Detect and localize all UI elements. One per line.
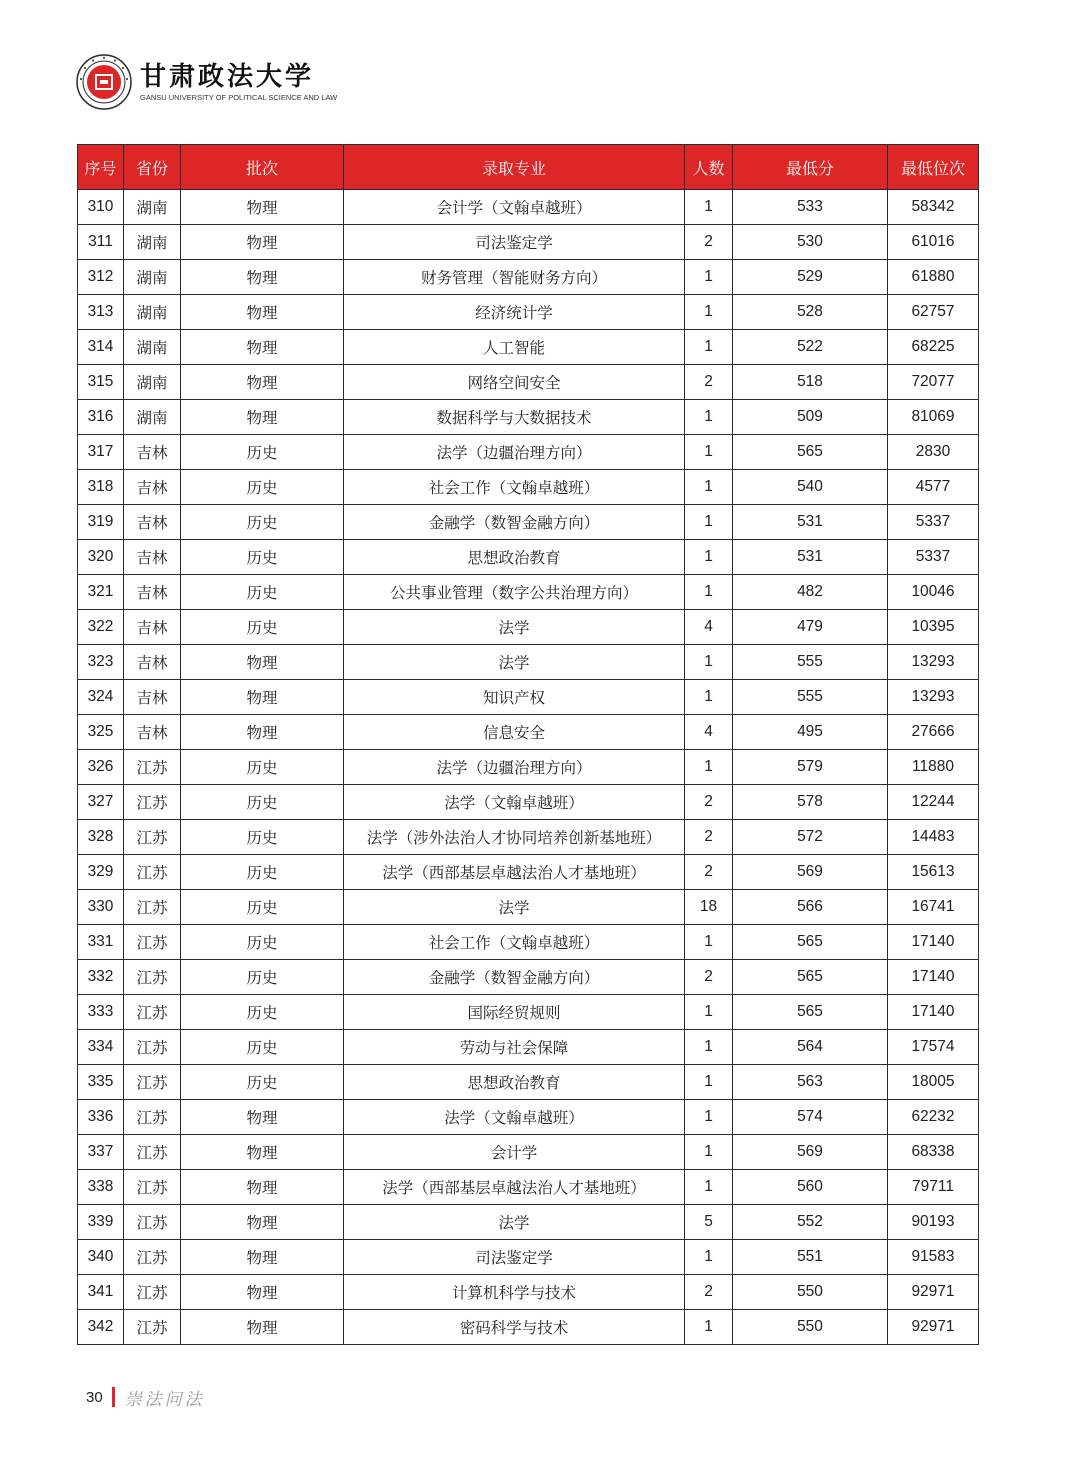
cell-province: 江苏 bbox=[124, 1310, 181, 1345]
cell-province: 江苏 bbox=[124, 1135, 181, 1170]
cell-seq: 324 bbox=[78, 680, 124, 715]
cell-count: 1 bbox=[685, 1310, 733, 1345]
cell-province: 湖南 bbox=[124, 365, 181, 400]
cell-min-rank: 72077 bbox=[888, 365, 979, 400]
cell-major: 计算机科学与技术 bbox=[344, 1275, 685, 1310]
cell-min-rank: 11880 bbox=[888, 750, 979, 785]
table-row bbox=[78, 1170, 979, 1205]
cell-min-rank: 62232 bbox=[888, 1100, 979, 1135]
table-row bbox=[78, 505, 979, 540]
cell-min-score: 531 bbox=[733, 505, 888, 540]
cell-min-rank: 18005 bbox=[888, 1065, 979, 1100]
cell-count: 1 bbox=[685, 470, 733, 505]
cell-seq: 329 bbox=[78, 855, 124, 890]
cell-seq: 312 bbox=[78, 260, 124, 295]
cell-batch: 物理 bbox=[181, 1135, 344, 1170]
cell-province: 江苏 bbox=[124, 890, 181, 925]
cell-batch: 物理 bbox=[181, 365, 344, 400]
cell-min-rank: 68338 bbox=[888, 1135, 979, 1170]
cell-major: 经济统计学 bbox=[344, 295, 685, 330]
cell-province: 湖南 bbox=[124, 295, 181, 330]
cell-batch: 物理 bbox=[181, 1170, 344, 1205]
cell-seq: 333 bbox=[78, 995, 124, 1030]
cell-count: 1 bbox=[685, 540, 733, 575]
cell-count: 1 bbox=[685, 1135, 733, 1170]
cell-seq: 326 bbox=[78, 750, 124, 785]
table-row bbox=[78, 1065, 979, 1100]
table-row bbox=[78, 225, 979, 260]
cell-batch: 物理 bbox=[181, 295, 344, 330]
cell-seq: 340 bbox=[78, 1240, 124, 1275]
cell-min-rank: 17574 bbox=[888, 1030, 979, 1065]
cell-min-score: 509 bbox=[733, 400, 888, 435]
cell-min-score: 560 bbox=[733, 1170, 888, 1205]
cell-min-score: 569 bbox=[733, 855, 888, 890]
cell-count: 1 bbox=[685, 1065, 733, 1100]
page-header bbox=[76, 52, 337, 112]
table-header-row bbox=[78, 145, 979, 190]
cell-seq: 315 bbox=[78, 365, 124, 400]
page-number: 30 bbox=[86, 1388, 103, 1406]
cell-major: 财务管理（智能财务方向） bbox=[344, 260, 685, 295]
cell-count: 2 bbox=[685, 785, 733, 820]
table-row bbox=[78, 610, 979, 645]
cell-min-score: 574 bbox=[733, 1100, 888, 1135]
cell-batch: 历史 bbox=[181, 820, 344, 855]
table-row bbox=[78, 1030, 979, 1065]
cell-major: 法学（涉外法治人才协同培养创新基地班） bbox=[344, 820, 685, 855]
table-row bbox=[78, 925, 979, 960]
cell-min-rank: 16741 bbox=[888, 890, 979, 925]
cell-seq: 342 bbox=[78, 1310, 124, 1345]
cell-major: 法学 bbox=[344, 1205, 685, 1240]
cell-batch: 历史 bbox=[181, 1065, 344, 1100]
cell-batch: 历史 bbox=[181, 750, 344, 785]
cell-count: 1 bbox=[685, 260, 733, 295]
cell-batch: 物理 bbox=[181, 400, 344, 435]
cell-min-rank: 10395 bbox=[888, 610, 979, 645]
cell-min-rank: 2830 bbox=[888, 435, 979, 470]
cell-province: 湖南 bbox=[124, 225, 181, 260]
cell-batch: 历史 bbox=[181, 610, 344, 645]
page-footer bbox=[86, 1384, 205, 1410]
cell-count: 2 bbox=[685, 960, 733, 995]
cell-seq: 322 bbox=[78, 610, 124, 645]
cell-count: 1 bbox=[685, 295, 733, 330]
cell-batch: 历史 bbox=[181, 470, 344, 505]
table-row bbox=[78, 400, 979, 435]
cell-province: 湖南 bbox=[124, 190, 181, 225]
cell-count: 18 bbox=[685, 890, 733, 925]
cell-count: 5 bbox=[685, 1205, 733, 1240]
cell-min-rank: 79711 bbox=[888, 1170, 979, 1205]
cell-province: 江苏 bbox=[124, 1170, 181, 1205]
university-seal-logo bbox=[76, 54, 132, 110]
cell-major: 思想政治教育 bbox=[344, 540, 685, 575]
cell-count: 4 bbox=[685, 715, 733, 750]
cell-seq: 313 bbox=[78, 295, 124, 330]
cell-province: 湖南 bbox=[124, 400, 181, 435]
cell-count: 1 bbox=[685, 575, 733, 610]
cell-min-score: 531 bbox=[733, 540, 888, 575]
cell-province: 江苏 bbox=[124, 925, 181, 960]
cell-count: 1 bbox=[685, 645, 733, 680]
cell-province: 吉林 bbox=[124, 505, 181, 540]
cell-major: 思想政治教育 bbox=[344, 1065, 685, 1100]
column-header-seq: 序号 bbox=[78, 145, 124, 190]
cell-min-rank: 17140 bbox=[888, 995, 979, 1030]
cell-province: 吉林 bbox=[124, 680, 181, 715]
cell-province: 江苏 bbox=[124, 820, 181, 855]
cell-seq: 319 bbox=[78, 505, 124, 540]
column-header-province: 省份 bbox=[124, 145, 181, 190]
cell-seq: 325 bbox=[78, 715, 124, 750]
table-row bbox=[78, 715, 979, 750]
cell-batch: 历史 bbox=[181, 785, 344, 820]
cell-major: 会计学 bbox=[344, 1135, 685, 1170]
cell-province: 吉林 bbox=[124, 715, 181, 750]
cell-batch: 物理 bbox=[181, 645, 344, 680]
cell-batch: 物理 bbox=[181, 1310, 344, 1345]
cell-major: 社会工作（文翰卓越班） bbox=[344, 925, 685, 960]
cell-min-rank: 61880 bbox=[888, 260, 979, 295]
cell-min-score: 479 bbox=[733, 610, 888, 645]
table-row bbox=[78, 785, 979, 820]
cell-min-score: 566 bbox=[733, 890, 888, 925]
cell-province: 吉林 bbox=[124, 645, 181, 680]
cell-major: 法学 bbox=[344, 890, 685, 925]
cell-batch: 历史 bbox=[181, 540, 344, 575]
table-row bbox=[78, 750, 979, 785]
cell-seq: 330 bbox=[78, 890, 124, 925]
table-row bbox=[78, 890, 979, 925]
cell-min-score: 533 bbox=[733, 190, 888, 225]
cell-min-score: 550 bbox=[733, 1275, 888, 1310]
table-row bbox=[78, 1205, 979, 1240]
cell-batch: 物理 bbox=[181, 1275, 344, 1310]
cell-major: 数据科学与大数据技术 bbox=[344, 400, 685, 435]
cell-min-score: 563 bbox=[733, 1065, 888, 1100]
table-row bbox=[78, 645, 979, 680]
cell-min-rank: 13293 bbox=[888, 645, 979, 680]
cell-min-score: 565 bbox=[733, 435, 888, 470]
cell-batch: 历史 bbox=[181, 575, 344, 610]
table-row bbox=[78, 260, 979, 295]
cell-batch: 历史 bbox=[181, 925, 344, 960]
cell-min-score: 518 bbox=[733, 365, 888, 400]
cell-min-rank: 4577 bbox=[888, 470, 979, 505]
cell-province: 江苏 bbox=[124, 1275, 181, 1310]
cell-min-score: 540 bbox=[733, 470, 888, 505]
cell-province: 吉林 bbox=[124, 470, 181, 505]
cell-min-score: 551 bbox=[733, 1240, 888, 1275]
cell-major: 法学（边疆治理方向） bbox=[344, 435, 685, 470]
cell-seq: 314 bbox=[78, 330, 124, 365]
cell-min-rank: 68225 bbox=[888, 330, 979, 365]
cell-batch: 历史 bbox=[181, 435, 344, 470]
column-header-batch: 批次 bbox=[181, 145, 344, 190]
cell-min-score: 552 bbox=[733, 1205, 888, 1240]
cell-count: 1 bbox=[685, 750, 733, 785]
cell-batch: 物理 bbox=[181, 190, 344, 225]
cell-batch: 物理 bbox=[181, 225, 344, 260]
cell-min-rank: 92971 bbox=[888, 1275, 979, 1310]
cell-min-rank: 15613 bbox=[888, 855, 979, 890]
cell-count: 2 bbox=[685, 855, 733, 890]
cell-min-rank: 91583 bbox=[888, 1240, 979, 1275]
cell-min-score: 529 bbox=[733, 260, 888, 295]
cell-province: 吉林 bbox=[124, 540, 181, 575]
university-name: 甘肃政法大学 bbox=[140, 62, 315, 92]
cell-major: 司法鉴定学 bbox=[344, 1240, 685, 1275]
cell-batch: 物理 bbox=[181, 715, 344, 750]
cell-count: 1 bbox=[685, 505, 733, 540]
column-header-major: 录取专业 bbox=[344, 145, 685, 190]
cell-major: 法学（边疆治理方向） bbox=[344, 750, 685, 785]
cell-seq: 337 bbox=[78, 1135, 124, 1170]
cell-batch: 物理 bbox=[181, 260, 344, 295]
cell-province: 江苏 bbox=[124, 995, 181, 1030]
cell-count: 1 bbox=[685, 400, 733, 435]
university-name-en: GANSU UNIVERSITY OF POLITICAL SCIENCE AND LAW bbox=[140, 93, 338, 102]
cell-min-score: 565 bbox=[733, 960, 888, 995]
cell-min-rank: 17140 bbox=[888, 960, 979, 995]
cell-min-score: 569 bbox=[733, 1135, 888, 1170]
cell-seq: 327 bbox=[78, 785, 124, 820]
cell-min-score: 555 bbox=[733, 645, 888, 680]
cell-min-score: 565 bbox=[733, 995, 888, 1030]
cell-min-score: 555 bbox=[733, 680, 888, 715]
cell-min-score: 550 bbox=[733, 1310, 888, 1345]
cell-major: 法学 bbox=[344, 645, 685, 680]
cell-major: 公共事业管理（数字公共治理方向） bbox=[344, 575, 685, 610]
cell-min-rank: 81069 bbox=[888, 400, 979, 435]
table-row bbox=[78, 365, 979, 400]
cell-min-score: 565 bbox=[733, 925, 888, 960]
footer-motto: 崇法问法 bbox=[124, 1389, 205, 1410]
cell-count: 2 bbox=[685, 225, 733, 260]
cell-major: 网络空间安全 bbox=[344, 365, 685, 400]
table-row bbox=[78, 330, 979, 365]
cell-batch: 物理 bbox=[181, 1100, 344, 1135]
cell-count: 4 bbox=[685, 610, 733, 645]
cell-major: 法学（文翰卓越班） bbox=[344, 1100, 685, 1135]
cell-province: 江苏 bbox=[124, 1240, 181, 1275]
cell-seq: 320 bbox=[78, 540, 124, 575]
cell-count: 1 bbox=[685, 1240, 733, 1275]
cell-province: 吉林 bbox=[124, 435, 181, 470]
cell-batch: 历史 bbox=[181, 960, 344, 995]
cell-min-score: 579 bbox=[733, 750, 888, 785]
cell-min-score: 528 bbox=[733, 295, 888, 330]
cell-batch: 物理 bbox=[181, 680, 344, 715]
cell-count: 1 bbox=[685, 1100, 733, 1135]
table-row bbox=[78, 995, 979, 1030]
cell-count: 1 bbox=[685, 435, 733, 470]
table-row bbox=[78, 680, 979, 715]
cell-min-rank: 90193 bbox=[888, 1205, 979, 1240]
table-row bbox=[78, 960, 979, 995]
cell-seq: 339 bbox=[78, 1205, 124, 1240]
cell-seq: 341 bbox=[78, 1275, 124, 1310]
cell-province: 吉林 bbox=[124, 610, 181, 645]
cell-batch: 历史 bbox=[181, 890, 344, 925]
admission-table bbox=[77, 144, 978, 1345]
cell-min-rank: 61016 bbox=[888, 225, 979, 260]
cell-major: 密码科学与技术 bbox=[344, 1310, 685, 1345]
cell-seq: 316 bbox=[78, 400, 124, 435]
column-header-min-score: 最低分 bbox=[733, 145, 888, 190]
table-row bbox=[78, 1240, 979, 1275]
cell-major: 金融学（数智金融方向） bbox=[344, 960, 685, 995]
cell-seq: 311 bbox=[78, 225, 124, 260]
cell-min-score: 572 bbox=[733, 820, 888, 855]
cell-batch: 历史 bbox=[181, 1030, 344, 1065]
cell-major: 法学（文翰卓越班） bbox=[344, 785, 685, 820]
cell-province: 江苏 bbox=[124, 750, 181, 785]
cell-province: 江苏 bbox=[124, 855, 181, 890]
cell-province: 江苏 bbox=[124, 960, 181, 995]
table-row bbox=[78, 855, 979, 890]
cell-count: 2 bbox=[685, 820, 733, 855]
cell-major: 法学（西部基层卓越法治人才基地班） bbox=[344, 855, 685, 890]
table-row bbox=[78, 540, 979, 575]
cell-count: 1 bbox=[685, 1170, 733, 1205]
cell-major: 社会工作（文翰卓越班） bbox=[344, 470, 685, 505]
cell-min-rank: 27666 bbox=[888, 715, 979, 750]
cell-min-rank: 92971 bbox=[888, 1310, 979, 1345]
cell-count: 1 bbox=[685, 995, 733, 1030]
cell-min-rank: 62757 bbox=[888, 295, 979, 330]
cell-major: 法学 bbox=[344, 610, 685, 645]
cell-province: 江苏 bbox=[124, 1100, 181, 1135]
cell-min-rank: 10046 bbox=[888, 575, 979, 610]
cell-major: 信息安全 bbox=[344, 715, 685, 750]
cell-province: 湖南 bbox=[124, 330, 181, 365]
table-row bbox=[78, 1310, 979, 1345]
table-row bbox=[78, 435, 979, 470]
cell-batch: 历史 bbox=[181, 855, 344, 890]
cell-province: 湖南 bbox=[124, 260, 181, 295]
cell-province: 吉林 bbox=[124, 575, 181, 610]
table-row bbox=[78, 295, 979, 330]
cell-seq: 310 bbox=[78, 190, 124, 225]
cell-min-rank: 5337 bbox=[888, 540, 979, 575]
cell-major: 金融学（数智金融方向） bbox=[344, 505, 685, 540]
cell-seq: 317 bbox=[78, 435, 124, 470]
cell-min-score: 495 bbox=[733, 715, 888, 750]
cell-batch: 物理 bbox=[181, 1240, 344, 1275]
cell-min-score: 578 bbox=[733, 785, 888, 820]
cell-major: 知识产权 bbox=[344, 680, 685, 715]
cell-province: 江苏 bbox=[124, 1030, 181, 1065]
table-row bbox=[78, 1135, 979, 1170]
cell-seq: 331 bbox=[78, 925, 124, 960]
table-row bbox=[78, 1100, 979, 1135]
cell-batch: 物理 bbox=[181, 1205, 344, 1240]
cell-seq: 332 bbox=[78, 960, 124, 995]
cell-province: 江苏 bbox=[124, 1205, 181, 1240]
footer-divider bbox=[112, 1387, 115, 1407]
cell-major: 国际经贸规则 bbox=[344, 995, 685, 1030]
cell-count: 1 bbox=[685, 680, 733, 715]
cell-min-score: 564 bbox=[733, 1030, 888, 1065]
cell-seq: 334 bbox=[78, 1030, 124, 1065]
cell-batch: 物理 bbox=[181, 330, 344, 365]
cell-batch: 历史 bbox=[181, 505, 344, 540]
cell-min-score: 522 bbox=[733, 330, 888, 365]
table-row bbox=[78, 820, 979, 855]
cell-major: 会计学（文翰卓越班） bbox=[344, 190, 685, 225]
cell-batch: 历史 bbox=[181, 995, 344, 1030]
cell-seq: 323 bbox=[78, 645, 124, 680]
cell-count: 1 bbox=[685, 190, 733, 225]
cell-seq: 321 bbox=[78, 575, 124, 610]
column-header-min-rank: 最低位次 bbox=[888, 145, 979, 190]
cell-count: 1 bbox=[685, 925, 733, 960]
cell-seq: 338 bbox=[78, 1170, 124, 1205]
cell-major: 法学（西部基层卓越法治人才基地班） bbox=[344, 1170, 685, 1205]
cell-seq: 328 bbox=[78, 820, 124, 855]
cell-count: 2 bbox=[685, 1275, 733, 1310]
cell-count: 2 bbox=[685, 365, 733, 400]
cell-min-rank: 17140 bbox=[888, 925, 979, 960]
cell-min-rank: 14483 bbox=[888, 820, 979, 855]
cell-min-rank: 5337 bbox=[888, 505, 979, 540]
cell-seq: 318 bbox=[78, 470, 124, 505]
cell-major: 人工智能 bbox=[344, 330, 685, 365]
table-row bbox=[78, 1275, 979, 1310]
cell-count: 1 bbox=[685, 330, 733, 365]
table-row bbox=[78, 575, 979, 610]
cell-major: 劳动与社会保障 bbox=[344, 1030, 685, 1065]
column-header-count: 人数 bbox=[685, 145, 733, 190]
cell-min-score: 530 bbox=[733, 225, 888, 260]
cell-min-rank: 58342 bbox=[888, 190, 979, 225]
cell-seq: 336 bbox=[78, 1100, 124, 1135]
cell-min-rank: 13293 bbox=[888, 680, 979, 715]
cell-major: 司法鉴定学 bbox=[344, 225, 685, 260]
cell-province: 江苏 bbox=[124, 1065, 181, 1100]
cell-count: 1 bbox=[685, 1030, 733, 1065]
table-row bbox=[78, 470, 979, 505]
cell-min-score: 482 bbox=[733, 575, 888, 610]
cell-province: 江苏 bbox=[124, 785, 181, 820]
cell-seq: 335 bbox=[78, 1065, 124, 1100]
table-row bbox=[78, 190, 979, 225]
cell-min-rank: 12244 bbox=[888, 785, 979, 820]
